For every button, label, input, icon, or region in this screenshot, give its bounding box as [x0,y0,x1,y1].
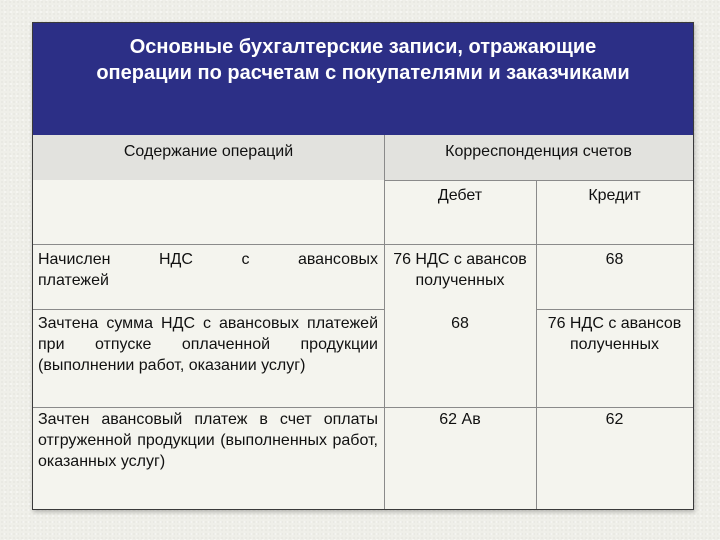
col-corr-header: Корреспонденция счетов [445,143,632,160]
divider-row2 [33,407,693,408]
row2-debit: 68 [451,315,469,332]
row2-content: Зачтена сумма НДС с авансовых платежей при отпуске оплаченной продукции (выполнении работ, оказании услуг) [38,315,378,374]
row3-credit: 62 [605,411,624,428]
divider-row1-credit [536,309,693,310]
row3-debit: 62 Ав [439,411,481,428]
col-debit-header: Дебет [437,187,483,204]
row1-credit: 68 [605,251,624,268]
col-credit-header: Кредит [588,187,641,204]
row1-content: Начислен НДС с авансовых платежей [38,251,378,289]
divider-header-body [33,244,693,245]
accounting-table [32,22,694,510]
title-line-2: операции по расчетам с покупателями и заказчиками [96,62,630,84]
row2-credit: 76 НДС с авансов полученных [547,315,682,353]
col-content-header: Содержание операций [123,143,294,160]
row1-debit: 76 НДС с авансов полученных [393,251,527,289]
row3-content: Зачтен авансовый платеж в счет оплаты отгруженной продукции (выполненных работ, оказанных услуг) [38,411,378,470]
divider-corr [384,180,693,181]
title-line-1: Основные бухгалтерские записи, отражающие [129,36,597,58]
divider-row1-content [33,309,384,310]
slide-title [33,23,693,135]
